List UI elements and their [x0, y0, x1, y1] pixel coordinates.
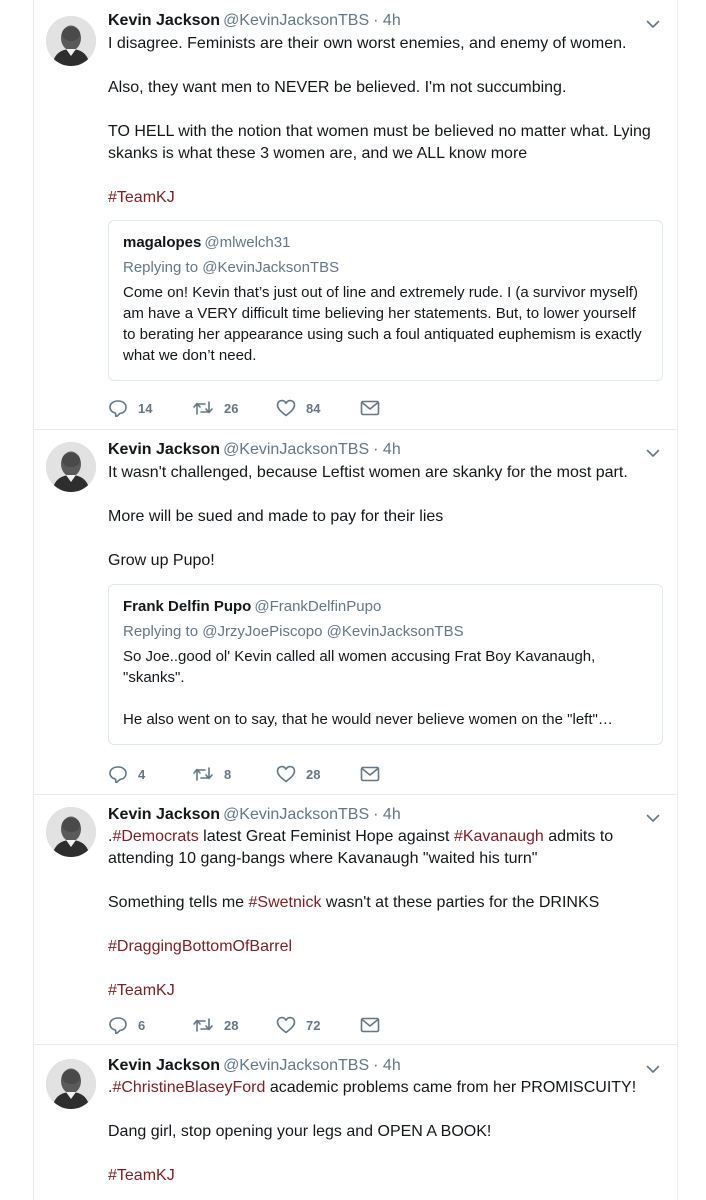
likes-count: 28 [306, 766, 321, 782]
reply-icon [108, 1016, 138, 1034]
author-name[interactable]: Kevin Jackson [108, 1057, 221, 1074]
quoted-author-name[interactable]: magalopes [123, 234, 202, 251]
divider [677, 795, 678, 1045]
tweet-paragraph [108, 980, 668, 1002]
tweet-text [108, 33, 668, 209]
message-icon [360, 766, 390, 782]
reply-icon [108, 765, 138, 783]
quoted-tweet[interactable] [108, 584, 663, 745]
timestamp[interactable]: · 4h [373, 12, 401, 29]
chevron-down-icon[interactable] [645, 1061, 661, 1077]
tweet[interactable] [0, 0, 706, 430]
tweet-paragraph [108, 506, 668, 528]
replying-to: Replying to @KevinJacksonTBS [123, 259, 340, 276]
tweet-text [108, 826, 668, 1002]
replies-count: 4 [138, 766, 146, 782]
retweet-button[interactable] [192, 765, 276, 783]
tweet-text [108, 462, 668, 572]
author-handle[interactable]: @KevinJacksonTBS [223, 806, 370, 823]
chevron-down-icon[interactable] [645, 445, 661, 461]
text-segment: Grow up Pupo! [108, 552, 215, 569]
like-button[interactable] [276, 765, 360, 783]
retweet-icon [192, 1016, 224, 1034]
tweet[interactable] [0, 795, 706, 1045]
quoted-author-name[interactable]: Frank Delfin Pupo [123, 598, 252, 615]
hashtag-link[interactable]: #ChristineBlaseyFord [112, 1079, 266, 1096]
quoted-author-handle[interactable]: @mlwelch31 [204, 234, 291, 251]
direct-message-button[interactable] [360, 1017, 390, 1033]
tweet-paragraph [108, 462, 668, 484]
divider [677, 430, 678, 795]
text-segment: It wasn't challenged, because Leftist women are skanky for the most part. [108, 464, 628, 481]
quoted-paragraph: So Joe..good ol' Kevin called all women accusing Frat Boy Kavanaugh, "skanks". [123, 648, 596, 686]
text-segment: academic problems came from her PROMISCUITY! [265, 1079, 637, 1096]
text-segment: wasn't at these parties for the DRINKS [321, 894, 600, 911]
text-segment: I disagree. Feminists are their own worst enemies, and enemy of women. [108, 35, 627, 52]
action-bar [108, 763, 390, 785]
replies-count: 6 [138, 1017, 146, 1033]
quoted-text [123, 646, 648, 730]
hashtag-link[interactable]: #Swetnick [248, 894, 322, 911]
timestamp[interactable]: · 4h [373, 441, 401, 458]
replying-to: Replying to @JrzyJoePiscopo @KevinJacksonTBS [123, 623, 464, 640]
tweet[interactable] [0, 1045, 706, 1200]
action-bar [108, 397, 390, 419]
hashtag-link[interactable]: #Kavanaugh [453, 828, 544, 845]
avatar[interactable] [46, 442, 96, 492]
tweet-text [108, 1077, 668, 1187]
tweet-paragraph [108, 892, 668, 914]
reply-button[interactable] [108, 765, 192, 783]
hashtag-link[interactable]: #TeamKJ [108, 189, 175, 206]
hashtag-link[interactable]: #Democrats [112, 828, 199, 845]
text-segment: TO HELL with the notion that women must be believed no matter what. Lying skanks is what these 3 women are, and we ALL know more [108, 123, 651, 162]
text-segment: Dang girl, stop opening your legs and OPEN A BOOK! [108, 1123, 492, 1140]
replies-count: 14 [138, 400, 153, 416]
divider [677, 0, 678, 430]
retweets-count: 28 [224, 1017, 239, 1033]
author-name[interactable]: Kevin Jackson [108, 441, 221, 458]
tweet-header [108, 805, 401, 825]
text-segment: More will be sued and made to pay for their lies [108, 508, 444, 525]
tweet-header [108, 1056, 401, 1076]
author-name[interactable]: Kevin Jackson [108, 12, 221, 29]
avatar[interactable] [46, 16, 96, 66]
divider [33, 1045, 34, 1200]
quoted-paragraph: He also went on to say, that he would never believe women on the "left"… [123, 711, 613, 728]
retweets-count: 8 [224, 766, 232, 782]
retweets-count: 26 [224, 400, 239, 416]
direct-message-button[interactable] [360, 400, 390, 416]
author-handle[interactable]: @KevinJacksonTBS [223, 1057, 370, 1074]
like-button[interactable] [276, 1016, 360, 1034]
author-name[interactable]: Kevin Jackson [108, 806, 221, 823]
like-icon [276, 399, 306, 417]
text-segment: admits to attending 10 gang-bangs where Kavanaugh "waited his turn" [108, 828, 614, 867]
like-button[interactable] [276, 399, 360, 417]
message-icon [360, 400, 390, 416]
tweet-paragraph [108, 1077, 668, 1099]
tweet-paragraph [108, 33, 668, 55]
action-bar [108, 1014, 390, 1036]
timestamp[interactable]: · 4h [373, 1057, 401, 1074]
direct-message-button[interactable] [360, 766, 390, 782]
author-handle[interactable]: @KevinJacksonTBS [223, 441, 370, 458]
text-segment: Something tells me [108, 894, 249, 911]
tweet[interactable] [0, 430, 706, 795]
likes-count: 72 [306, 1017, 321, 1033]
text-segment: Also, they want men to NEVER be believed. I'm not succumbing. [108, 79, 567, 96]
like-icon [276, 765, 306, 783]
tweet-header [108, 440, 401, 460]
chevron-down-icon[interactable] [645, 810, 661, 826]
tweet-paragraph [108, 121, 668, 165]
tweet-paragraph [108, 1165, 668, 1187]
avatar[interactable] [46, 807, 96, 857]
avatar[interactable] [46, 1059, 96, 1109]
message-icon [360, 1017, 390, 1033]
divider [33, 795, 34, 1045]
chevron-down-icon[interactable] [645, 16, 661, 32]
likes-count: 84 [306, 400, 321, 416]
divider [33, 0, 34, 430]
reply-button[interactable] [108, 399, 192, 417]
retweet-button[interactable] [192, 1016, 276, 1034]
tweet-paragraph [108, 77, 668, 99]
reply-icon [108, 399, 138, 417]
reply-button[interactable] [108, 1016, 192, 1034]
quoted-paragraph: Come on! Kevin that’s just out of line and extremely rude. I (a survivor myself) am have a VERY difficult time believing her statements. But, to lower yourself to berating her appearance using such a foul antiquated euphemism is exactly what we don’t need. [123, 284, 642, 364]
text-segment: . [108, 1079, 113, 1096]
tweet-paragraph [108, 187, 668, 209]
hashtag-link[interactable]: #DraggingBottomOfBarrel [108, 938, 293, 955]
quoted-header [123, 597, 648, 617]
tweet-paragraph [108, 826, 668, 870]
tweet-paragraph [108, 550, 668, 572]
text-segment: latest Great Feminist Hope against [198, 828, 454, 845]
retweet-icon [192, 765, 224, 783]
hashtag-link[interactable]: #TeamKJ [108, 982, 175, 999]
text-segment: . [108, 828, 113, 845]
like-icon [276, 1016, 306, 1034]
retweet-icon [192, 399, 224, 417]
tweet-header [108, 11, 401, 31]
quoted-header [123, 233, 648, 253]
author-handle[interactable]: @KevinJacksonTBS [223, 12, 370, 29]
quoted-author-handle[interactable]: @FrankDelfinPupo [254, 598, 382, 615]
hashtag-link[interactable]: #TeamKJ [108, 1167, 175, 1184]
tweet-paragraph [108, 936, 668, 958]
quoted-tweet[interactable] [108, 220, 663, 381]
divider [33, 430, 34, 795]
quoted-text [123, 282, 648, 366]
tweet-paragraph [108, 1121, 668, 1143]
retweet-button[interactable] [192, 399, 276, 417]
divider [677, 1045, 678, 1200]
timestamp[interactable]: · 4h [373, 806, 401, 823]
